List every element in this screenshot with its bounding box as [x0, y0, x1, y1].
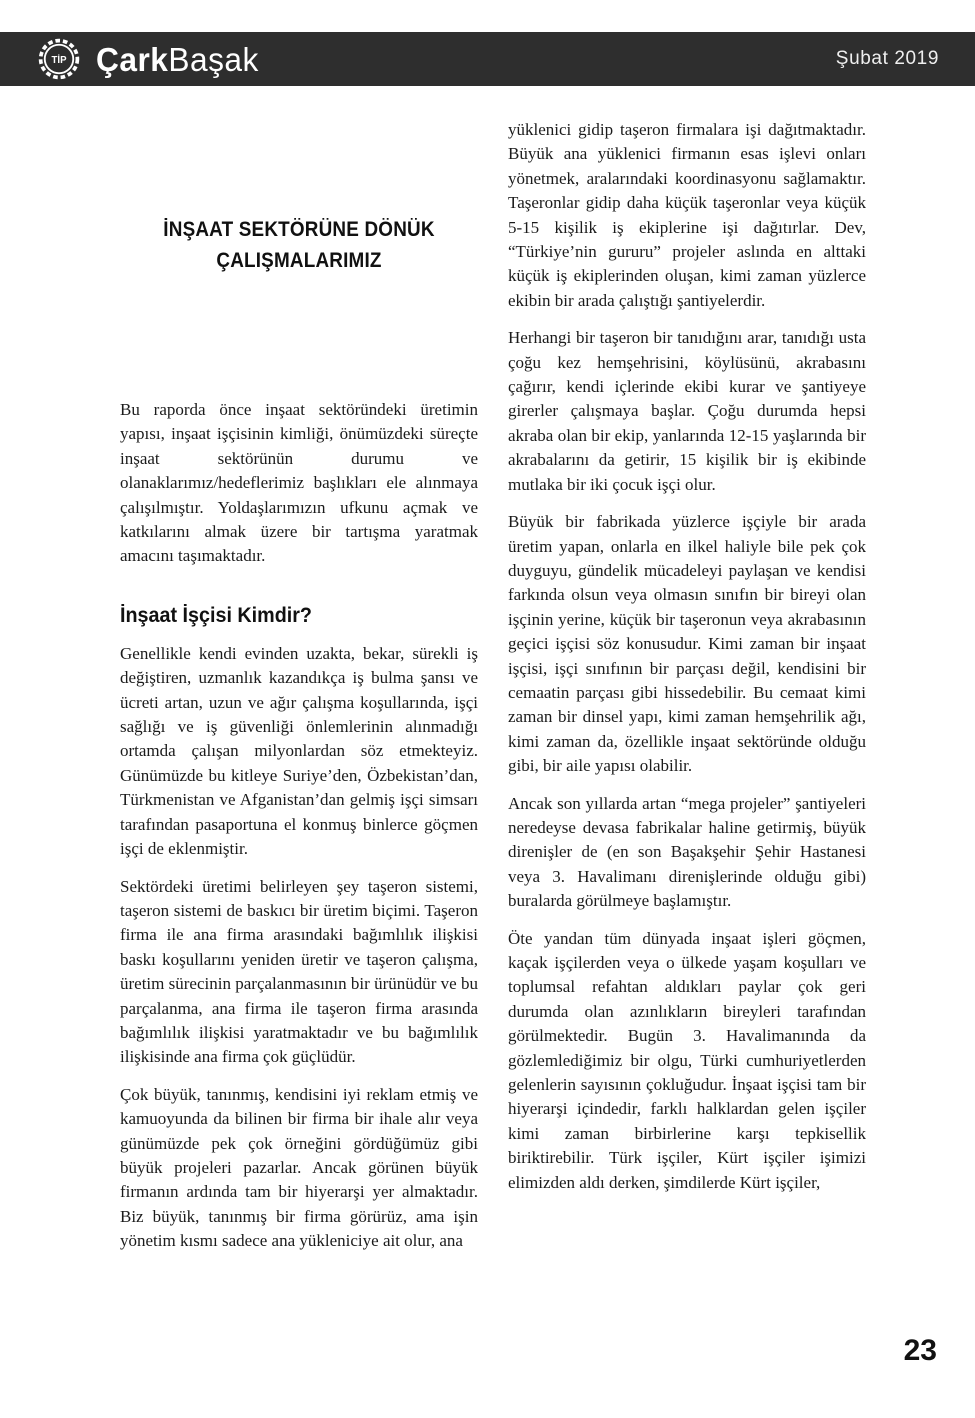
magazine-title	[96, 40, 259, 78]
paragraph: Büyük bir fabrikada yüzlerce işçiyle bir arada üretim yapan, onlarla en ilkel haliyle bile pek çok duyguyu, gündelik mücadeleyi paylaşan ve kendisi farkında olsun veya olmasın sınıfın bir bireyi olan işçinin yerine, küçük bir taşeronun veya akrabasının geçici işçisi söz konusudur. Kimi zaman bir inşaat işçisi, işçi sınıfının bir parçası değil, kendisini bir cemaatin parçası gibi hissedebilir. Bu cemaat kimi zaman bir dinsel yapı, kimi zaman hemşehrilik ağı, kimi zaman da, özellikle inşaat sektöründe olduğu gibi, bir aile yapısı olabilir.	[508, 512, 866, 776]
issue-date: Şubat 2019	[835, 48, 939, 69]
logo-text: TİP	[51, 55, 67, 67]
article-title-line1: İNŞAAT SEKTÖRÜNE DÖNÜK	[163, 218, 435, 241]
paragraph: Sektördeki üretimi belirleyen şey taşeron sistemi, taşeron sistemi de baskıcı bir üretim biçimi. Taşeron firma ile ana firma arasındaki bağımlılık ilişkisi baskı koşullarını yeniden üretir ve taşeron çalışma, üretim sürecinin parçalanmasının bir ürünüdür ve bu parçalanma, ana firma ile taşeron firma arasında bağımlılık ilişkisi yaratmaktadır ve bu bağımlılık ilişkisinde ana firma çok güçlüdür.	[120, 876, 478, 1067]
right-column	[508, 118, 866, 1267]
magazine-title-bold: Çark	[96, 40, 169, 78]
section-heading: İnşaat İşçisi Kimdir?	[120, 603, 312, 627]
paragraph: Öte yandan tüm dünyada inşaat işleri göçmen, kaçak işçilerden veya o ülkede yaşam koşulları ve toplumsal refahtan aldıkları paylar çok geri durumda olan azınlıkların bireyleri tarafından görülmektedir. Bugün 3. Havalimanında da gözlemlediğimiz bir olgu, Türki cumhuriyetlerden gelenlerin sayısının çokluğudur. İnşaat işçisi tam bir hiyerarşi içindedir, farklı halklardan gelen işçiler kimi zaman birbirlerine karşı tepkisellik biriktirebilir. Türk işçiler, Kürt işçiler işimizi elimizden aldı derken, şimdilerde Kürt işçiler,	[508, 928, 866, 1192]
tip-party-logo-icon	[36, 36, 82, 82]
page-number: 23	[903, 1334, 937, 1367]
header-bar	[0, 32, 975, 86]
paragraph: Genellikle kendi evinden uzakta, bekar, sürekli iş değiştiren, uzmanlık kazandıkça iş bulma şansı ve ücreti artan, uzun ve ağır çalışma koşullarında, işçi sağlığı ve iş güvenliği önlemlerinin alınmadığı ortamda çalışan milyonlardan söz etmekteyiz. Günümüzde bu kitleye Suriye’den, Özbekistan’dan, Türkmenistan ve Afganistan’dan gelmiş işçi simsarı tarafından pasaportuna el konmuş binlerce göçmen işçi de eklenmiştir.	[120, 643, 478, 859]
left-column	[120, 118, 478, 1267]
article-columns	[120, 118, 866, 1267]
paragraph: Çok büyük, tanınmış, kendisini iyi reklam etmiş ve kamuoyunda da bilinen bir firma bir ihale alır veya günümüzde pek çok örneğini gördüğümüz gibi büyük projeleri pazarlar. Ancak görünen büyük firmanın ardında tam bir hiyerarşi yer almaktadır. Biz büyük, tanınmış bir firma görürüz, ama işin yönetim kısmı sadece ana yükleniciye ait olur, ana	[120, 1084, 478, 1251]
paragraph: Ancak son yıllarda artan “mega projeler” şantiyeleri neredeyse devasa fabrikalar haline getirmiş, büyük direnişler de (en son Başakşehir Şehir Hastanesi veya 3. Havalimanı direnişlerinde olduğu gibi) buralarda görülmeye başlamıştır.	[508, 793, 866, 911]
paragraph: Herhangi bir taşeron bir tanıdığını arar, tanıdığı usta çoğu kez hemşehrisini, köylüsünü, akrabasını çağırır, kendi içlerinde ekibi kurar ve şantiyeye girerler çalışmaya başlar. Çoğu durumda hepsi akraba olan bir ekip, yanlarında 12-15 yaşlarında bir akrabalarını da getirir, 15 kişilik bir iş ekibinde mutlaka bir iki çocuk işçi olur.	[508, 328, 866, 494]
article-title-line2: ÇALIŞMALARIMIZ	[216, 249, 382, 272]
intro-paragraph: Bu raporda önce inşaat sektöründeki üretimin yapısı, inşaat işçisinin kimliği, önümüzdeki süreçte inşaat sektörünün durumu ve olanaklarımız/hedeflerimiz başlıkları ele alınmaya çalışılmıştır. Yoldaşlarımızın ufkunu açmak ve katkılarını almak üzere bir tartışma yaratmak amacını taşımaktadır.	[120, 400, 478, 566]
magazine-title-light: Başak	[168, 40, 259, 78]
paragraph: yüklenici gidip taşeron firmalara işi dağıtmaktadır. Büyük ana yüklenici firmanın esas işlevi onları yönetmek, aralarındaki koordinasyonu sağlamaktır. Taşeronlar gidip daha küçük taşeronlar veya küçük 5-15 kişilik iş ekiplerine işi dağıtırlar. Dev, “Türkiye’nin gururu” projeler aslında en alttaki küçük iş ekiplerinden oluşan, kimi zaman yüzlerce ekibin bir arada çalıştığı şantiyelerdir.	[508, 120, 866, 310]
article-title	[138, 214, 460, 276]
